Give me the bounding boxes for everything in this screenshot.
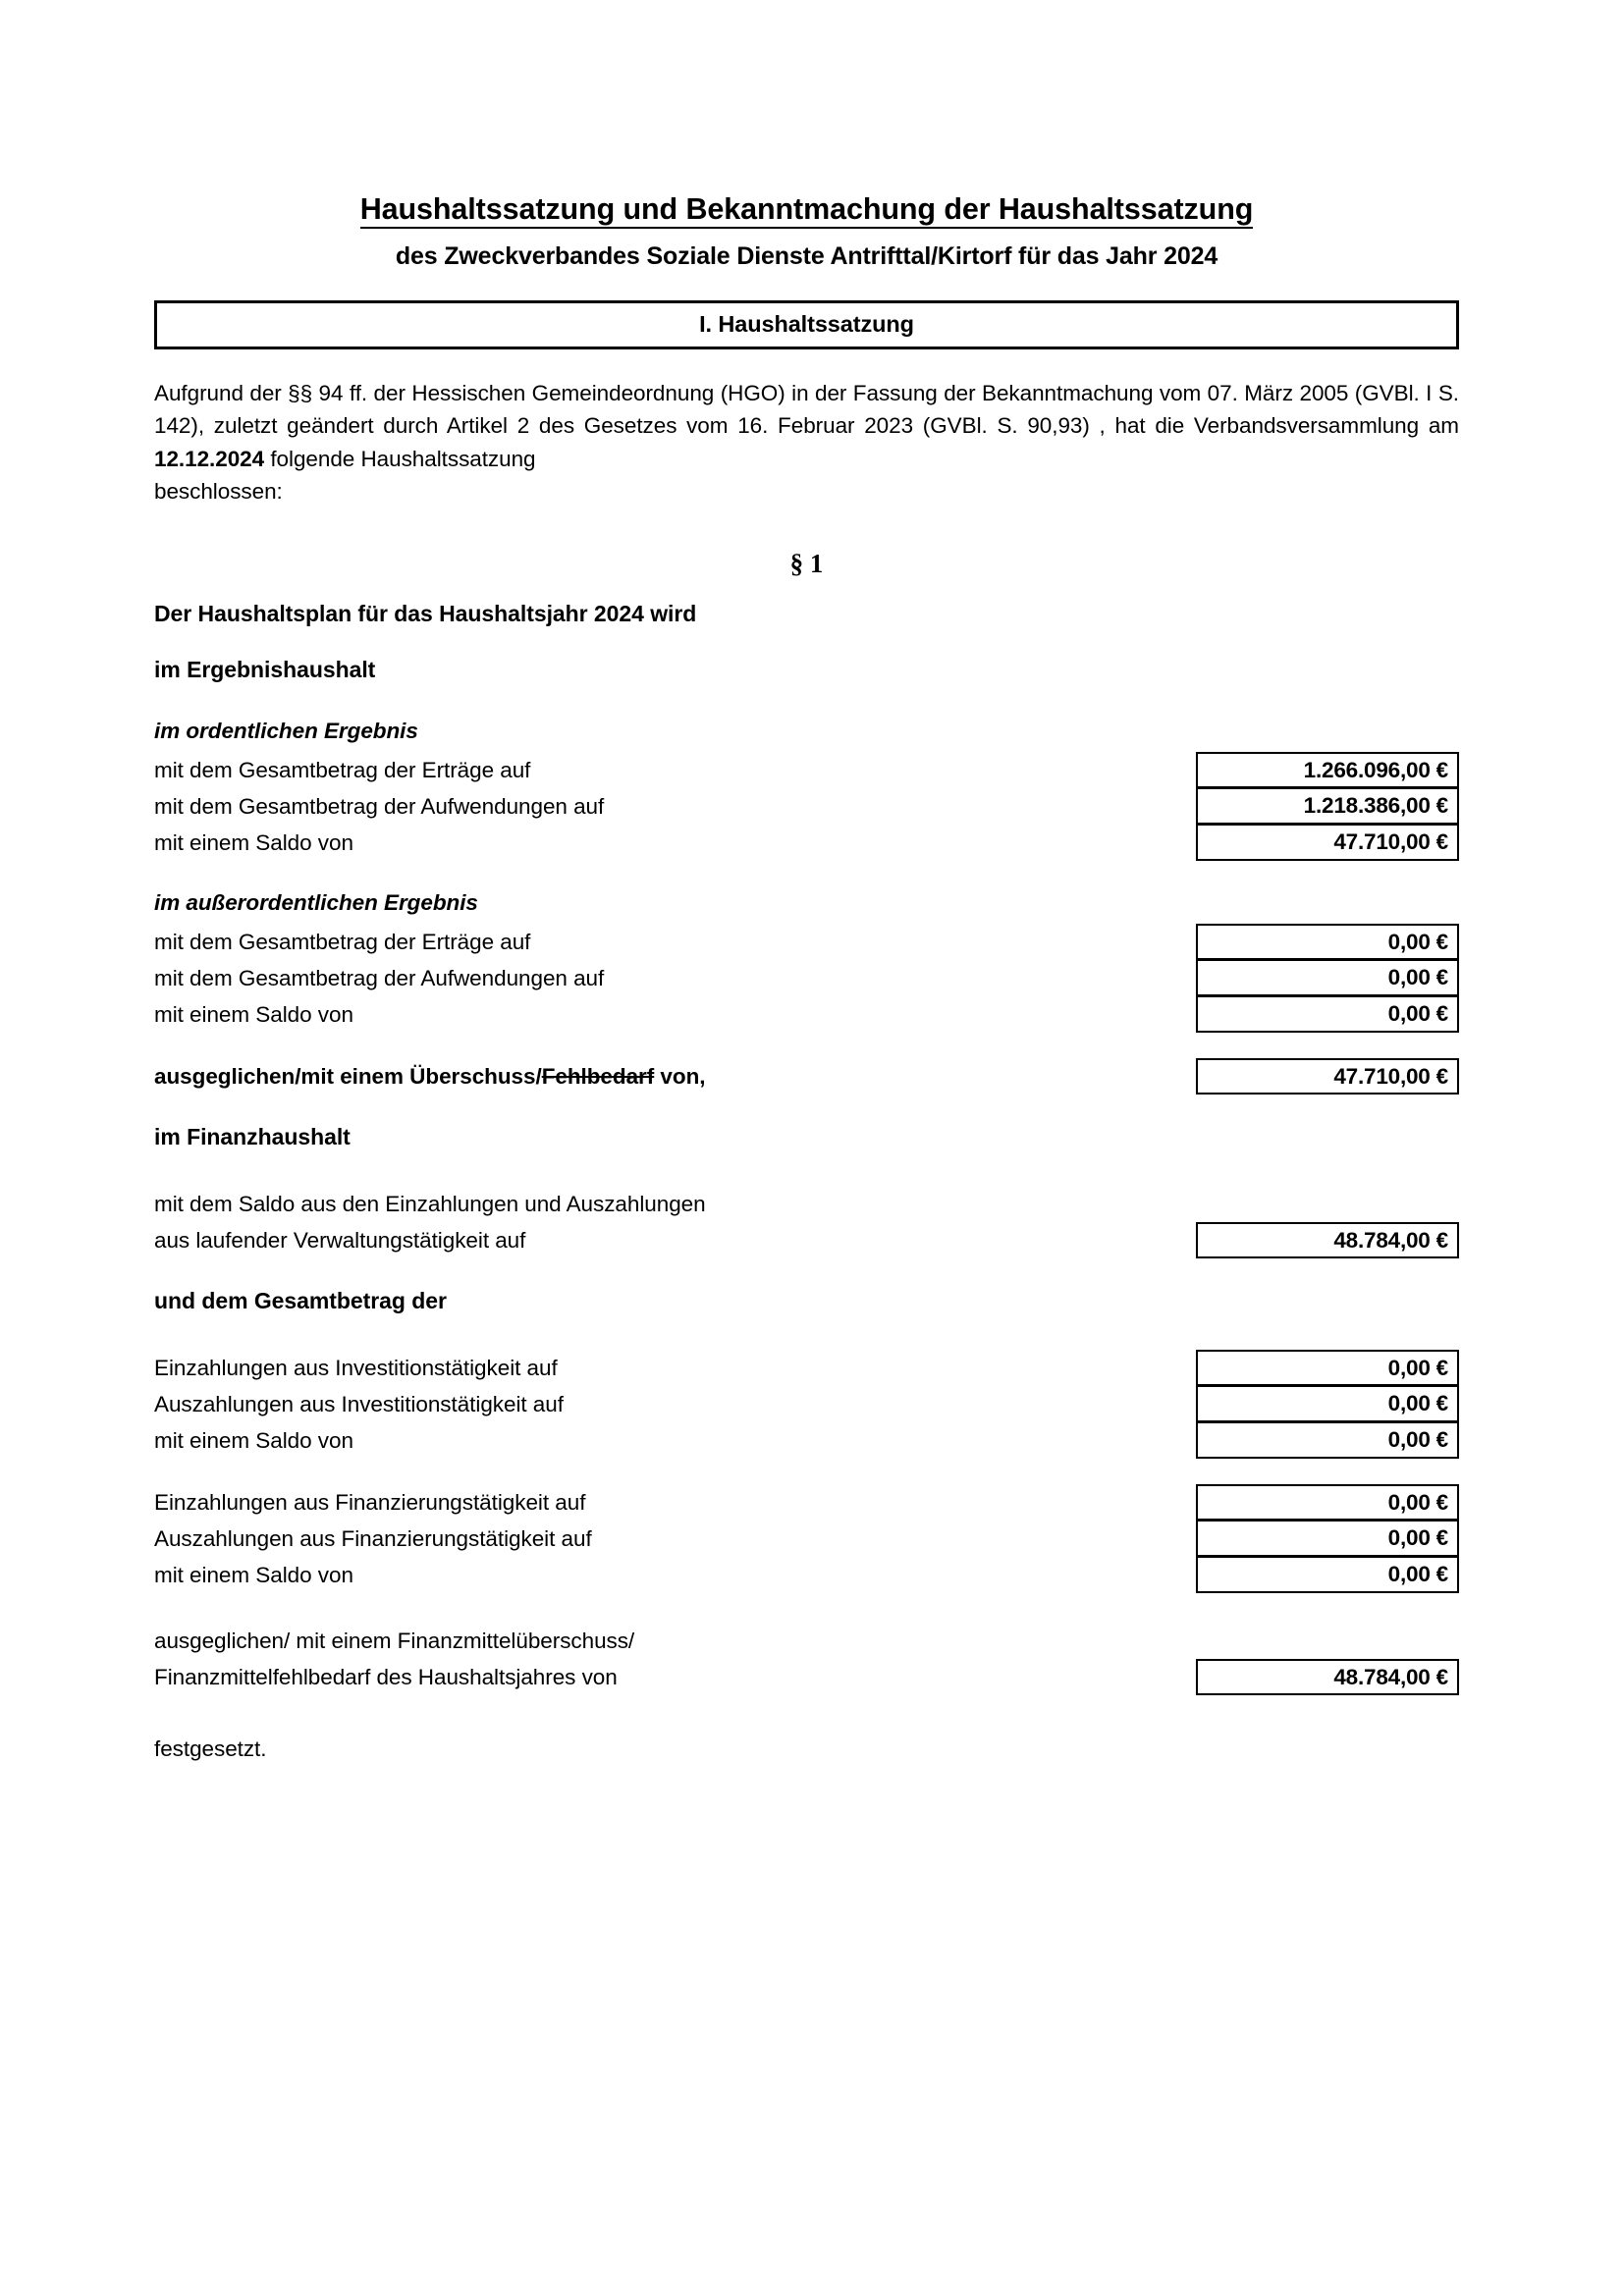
value-box: 0,00 € (1196, 1521, 1459, 1557)
table-row (154, 1386, 1459, 1422)
paragraph-mark: § 1 (789, 548, 824, 578)
row-label: mit einem Saldo von (154, 1562, 353, 1587)
table-row (154, 1521, 1459, 1557)
row-label: mit einem Saldo von (154, 829, 353, 855)
document-title-text: Haushaltssatzung und Bekanntmachung der Haushaltssatzung (360, 192, 1254, 229)
summary-label-struck: Fehlbedarf (541, 1063, 655, 1089)
value-box: 0,00 € (1196, 1484, 1459, 1521)
table-row (154, 1484, 1459, 1521)
value-box: 0,00 € (1196, 1557, 1459, 1593)
investitionstaetigkeit-group (154, 1350, 1459, 1459)
ergebnishaushalt-heading: im Ergebnishaushalt (154, 656, 376, 682)
value-box: 0,00 € (1196, 1386, 1459, 1422)
value-box: 47.710,00 € (1196, 825, 1459, 861)
section-heading-box (154, 300, 1459, 349)
value-box: 1.218.386,00 € (1196, 788, 1459, 825)
intro-paragraph (154, 377, 1459, 508)
row-label: aus laufender Verwaltungstätigkeit auf (154, 1227, 526, 1253)
table-row (154, 960, 1459, 996)
intro-part2: folgende Haushaltssatzung (270, 446, 536, 471)
finanzierungstaetigkeit-group (154, 1484, 1459, 1593)
table-row (154, 1350, 1459, 1386)
value-box: 48.784,00 € (1196, 1659, 1459, 1695)
finanz-closing-line1: ausgeglichen/ mit einem Finanzmittelüberschuss/ (154, 1628, 635, 1653)
finanzhaushalt-heading: im Finanzhaushalt (154, 1123, 351, 1149)
table-row (154, 752, 1459, 788)
row-label: mit dem Gesamtbetrag der Aufwendungen auf (154, 793, 605, 819)
section-heading-label: I. Haushaltssatzung (699, 311, 914, 338)
row-label: mit dem Gesamtbetrag der Erträge auf (154, 757, 531, 782)
intro-part1: Aufgrund der §§ 94 ff. der Hessischen Gemeindeordnung (HGO) in der Fassung der Bekanntmachung vom 07. März 2005 (GVBl. I S. 142), zuletzt geändert durch Artikel 2 des Gesetzes vom 16. Februar 2023 (GVBl. S. 90,93) , hat die Verbandsversammlung am (154, 380, 1459, 439)
row-label: mit einem Saldo von (154, 1001, 353, 1027)
intro-date: 12.12.2024 (154, 446, 265, 471)
value-box: 0,00 € (1196, 924, 1459, 960)
plan-heading: Der Haushaltsplan für das Haushaltsjahr 2024 wird (154, 600, 697, 626)
finanz-saldo-line1: mit dem Saldo aus den Einzahlungen und Auszahlungen (154, 1191, 706, 1216)
intro-part3: beschlossen: (154, 479, 283, 505)
ergebnis-summary-row (154, 1058, 1459, 1095)
ausserordentliches-ergebnis-group (154, 924, 1459, 1033)
document-content (154, 0, 1459, 1767)
row-label: Finanzmittelfehlbedarf des Haushaltsjahres von (154, 1664, 618, 1689)
row-label: Einzahlungen aus Investitionstätigkeit auf (154, 1355, 558, 1380)
row-label: Auszahlungen aus Investitionstätigkeit auf (154, 1391, 564, 1416)
row-label: mit dem Gesamtbetrag der Aufwendungen auf (154, 965, 605, 990)
table-row (154, 788, 1459, 825)
value-box: 48.784,00 € (1196, 1222, 1459, 1258)
value-box: 0,00 € (1196, 1422, 1459, 1459)
row-label: mit einem Saldo von (154, 1427, 353, 1453)
gesamtbetrag-heading: und dem Gesamtbetrag der (154, 1287, 447, 1313)
document-subtitle: des Zweckverbandes Soziale Dienste Antrifttal/Kirtorf für das Jahr 2024 (395, 241, 1218, 270)
ausserordentliches-ergebnis-heading: im außerordentlichen Ergebnis (154, 889, 478, 915)
value-box: 0,00 € (1196, 996, 1459, 1033)
ordentliches-ergebnis-group (154, 752, 1459, 861)
row-label: Auszahlungen aus Finanzierungstätigkeit auf (154, 1525, 592, 1551)
summary-label-b: von, (654, 1063, 706, 1089)
row-label: Einzahlungen aus Finanzierungstätigkeit auf (154, 1489, 586, 1515)
value-box: 47.710,00 € (1196, 1058, 1459, 1095)
row-label: mit dem Gesamtbetrag der Erträge auf (154, 929, 531, 954)
table-row (154, 1422, 1459, 1459)
table-row (154, 825, 1459, 861)
table-row (154, 1557, 1459, 1593)
document-title (154, 192, 1459, 228)
summary-label-a: ausgeglichen/mit einem Überschuss/ (154, 1063, 542, 1089)
value-box: 1.266.096,00 € (1196, 752, 1459, 788)
value-box: 0,00 € (1196, 1350, 1459, 1386)
ordentliches-ergebnis-heading: im ordentlichen Ergebnis (154, 718, 418, 743)
finanz-saldo-row (154, 1222, 1459, 1258)
table-row (154, 924, 1459, 960)
table-row (154, 996, 1459, 1033)
finanz-closing-row (154, 1659, 1459, 1695)
value-box: 0,00 € (1196, 960, 1459, 996)
footer-text: festgesetzt. (154, 1735, 267, 1761)
